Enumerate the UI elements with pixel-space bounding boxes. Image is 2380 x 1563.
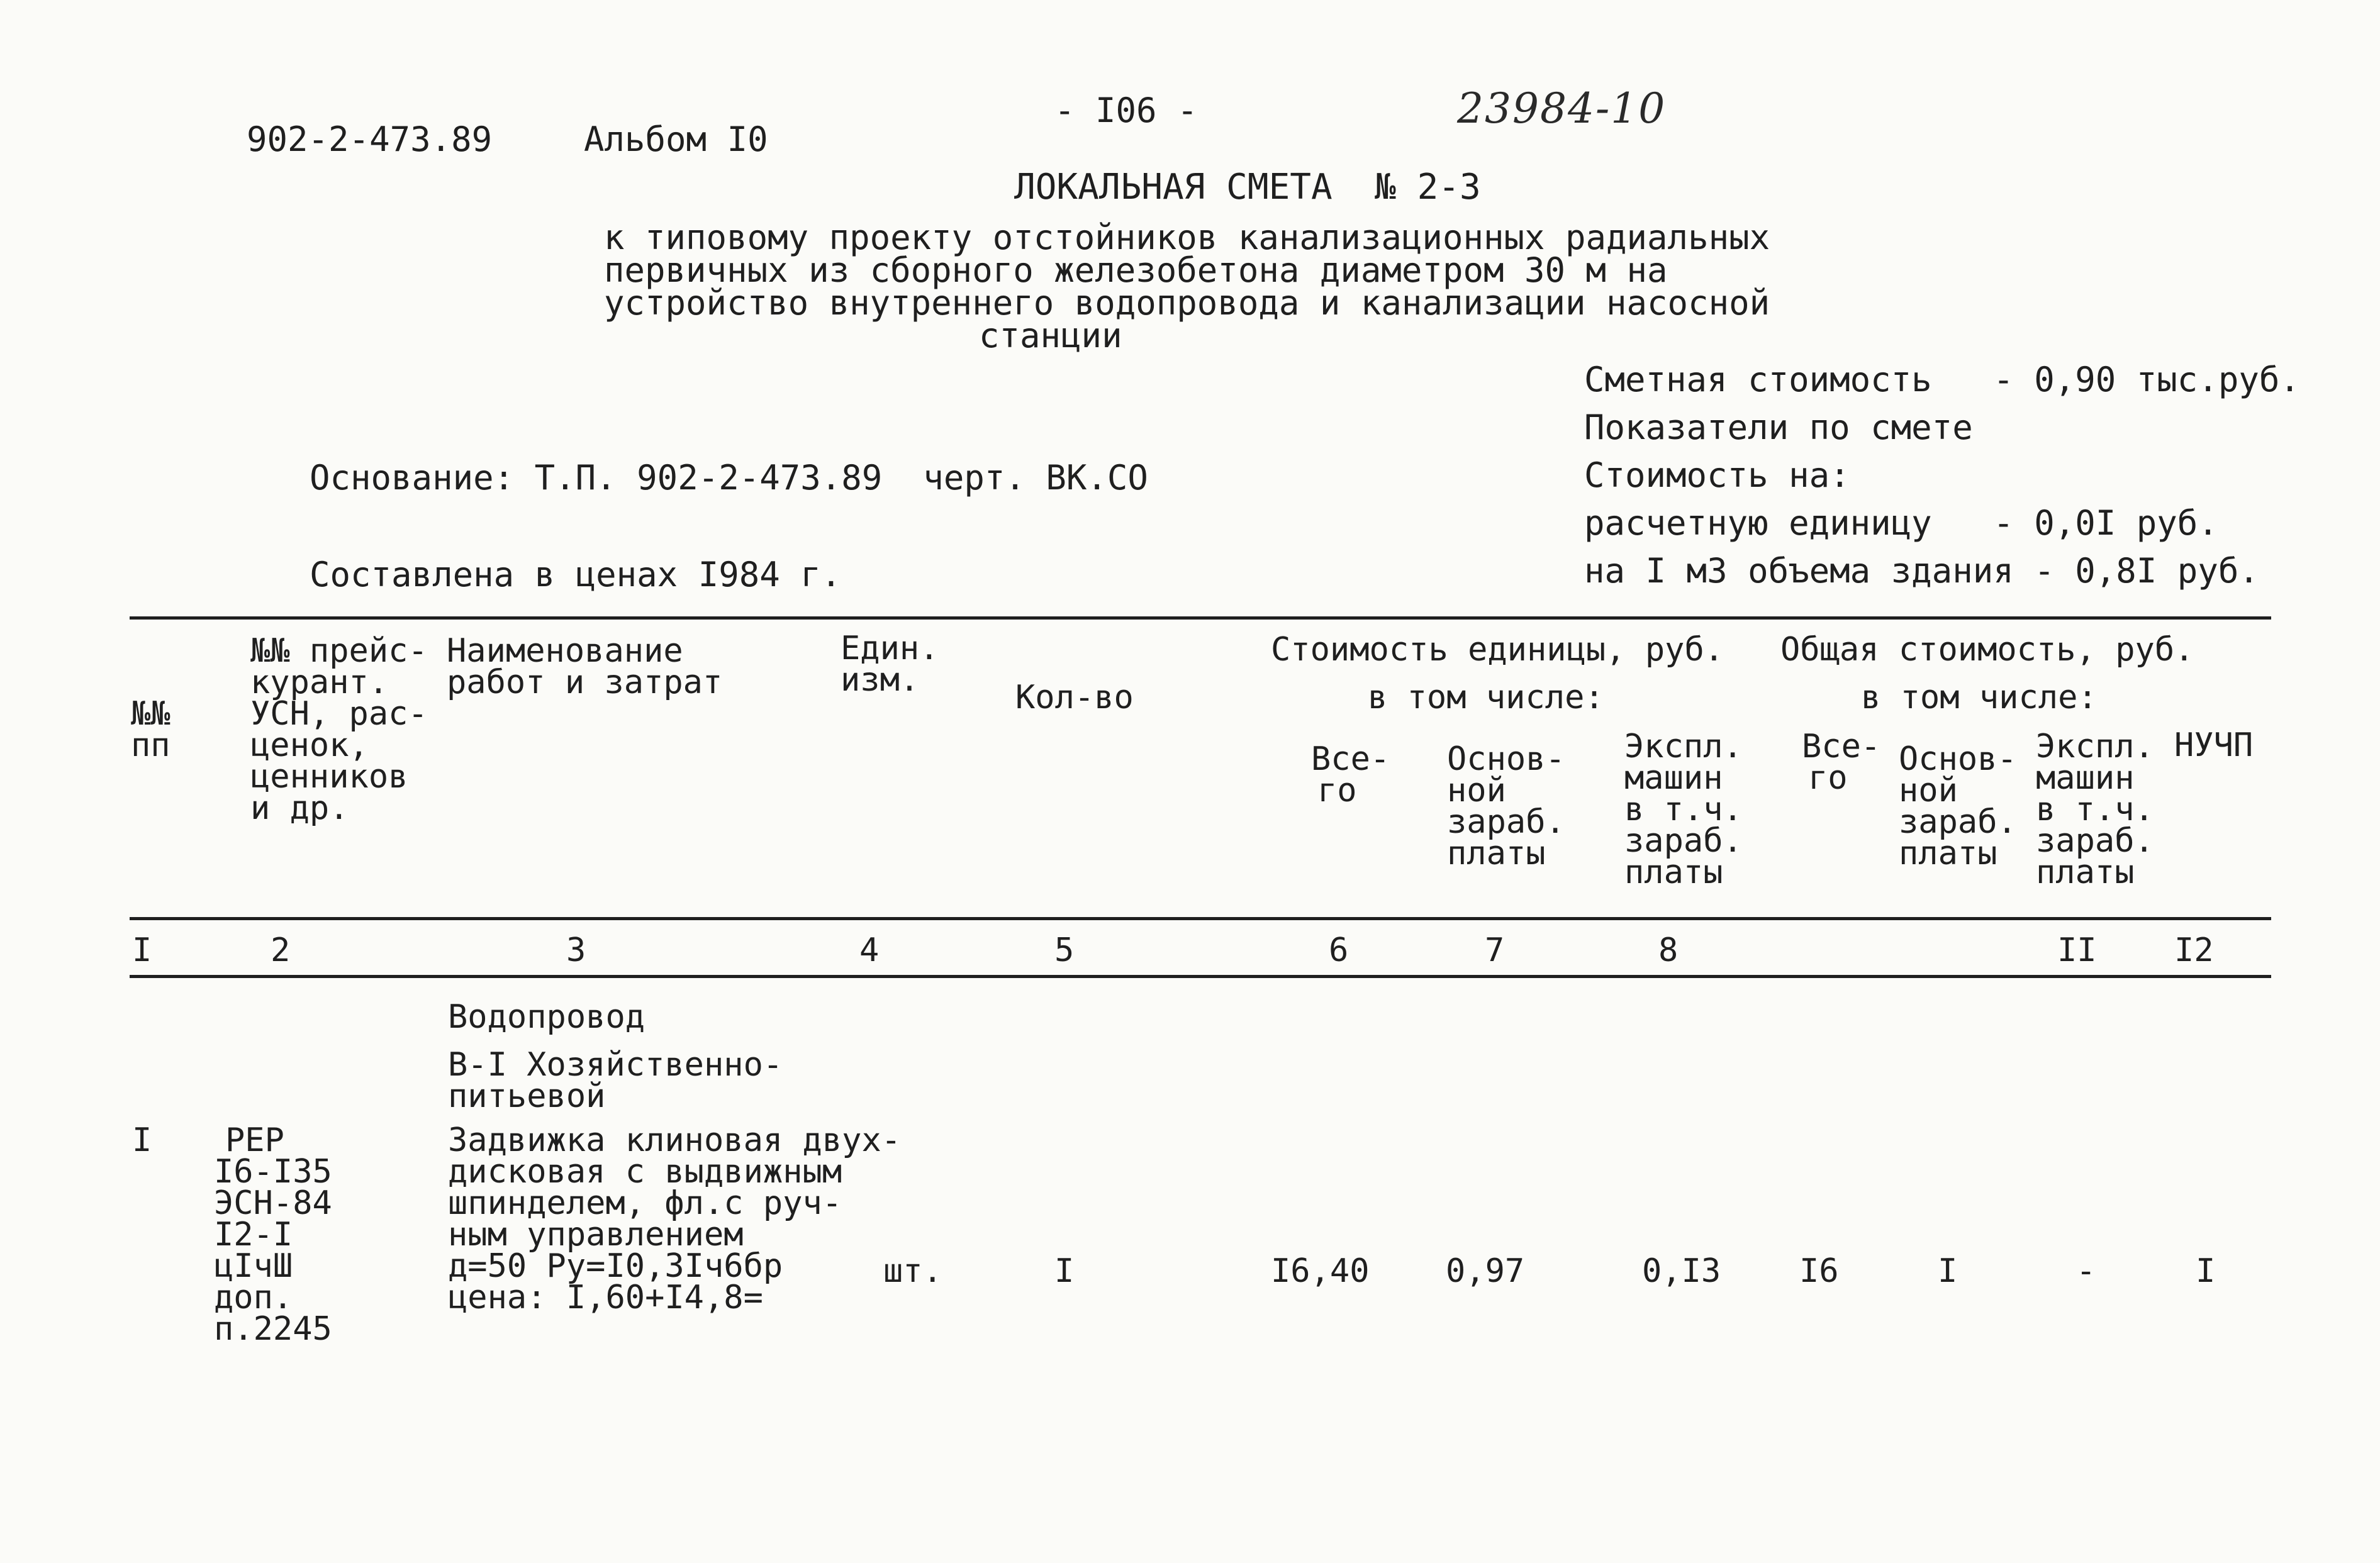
header-bottom-rule — [130, 917, 2271, 920]
header-unit-cost-including: в том числе: — [1368, 679, 1604, 716]
code-line: доп. — [214, 1279, 293, 1316]
header-text: Все- — [1802, 728, 1881, 765]
header-text: в т.ч. — [2036, 791, 2154, 828]
header-text: Экспл. — [2036, 728, 2154, 765]
column-number: 7 — [1485, 932, 1505, 969]
header-unit-cost-title: Стоимость единицы, руб. — [1271, 631, 1724, 669]
document-code: 902-2-473.89 — [247, 120, 493, 159]
column-number: I — [132, 932, 152, 969]
name-line: дисковая с выдвижным — [448, 1153, 842, 1191]
header-col-index — [131, 695, 170, 764]
handwritten-inventory-number: 23984-10 — [1457, 84, 1667, 133]
cost-per-m3: на I м3 объема здания - 0,8I руб. — [1584, 551, 2259, 591]
subsection-text: питьевой — [448, 1077, 606, 1115]
row-quantity: I — [1054, 1252, 1075, 1290]
header-text: и др. — [250, 789, 349, 827]
document-subtitle — [604, 218, 1770, 355]
header-text: Основ- — [1447, 740, 1565, 778]
header-col-unit — [841, 630, 939, 699]
code-line: РЕР — [225, 1121, 284, 1159]
header-text: ценников — [250, 758, 408, 796]
name-line: шпинделем, фл.с руч- — [448, 1184, 842, 1222]
column-number: 5 — [1054, 932, 1075, 969]
header-text: Наименование — [447, 632, 683, 670]
column-number: 3 — [566, 932, 586, 969]
header-total-cost-title: Общая стоимость, руб. — [1780, 631, 2194, 669]
subsection-title — [448, 1046, 783, 1115]
name-line: д=50 Ру=I0,3Iч6бр — [448, 1247, 783, 1285]
page-number: - I06 - — [1054, 91, 1198, 130]
header-col-unit-wage — [1447, 740, 1565, 872]
row-work-name — [448, 1121, 902, 1316]
code-line: I6-I35 — [214, 1153, 332, 1191]
subsection-text: В-I Хозяйственно- — [448, 1046, 783, 1084]
name-line: ным управлением — [448, 1216, 744, 1254]
row-nuchp: I — [2196, 1252, 2216, 1290]
row-price-code — [214, 1121, 332, 1348]
header-text: зараб. — [1447, 803, 1565, 841]
numbers-bottom-rule — [130, 975, 2271, 978]
column-number: 8 — [1658, 932, 1679, 969]
header-text: №№ — [131, 695, 170, 733]
header-text: Все- — [1311, 740, 1390, 778]
header-text: курант. — [250, 664, 389, 701]
column-number: 4 — [859, 932, 880, 969]
header-text: Един. — [841, 630, 939, 667]
header-col-price-ref — [250, 632, 428, 827]
row-total-wage: I — [1938, 1252, 1958, 1290]
row-unit-machinery: 0,I3 — [1642, 1252, 1721, 1290]
header-text: Экспл. — [1624, 728, 1743, 765]
header-text: ной — [1899, 772, 1958, 809]
header-text: ценок, — [250, 726, 369, 764]
header-col-quantity: Кол-во — [1015, 679, 1134, 716]
header-text: работ и затрат — [447, 664, 723, 701]
header-text: пп — [131, 726, 170, 764]
prices-year-line: Составлена в ценах I984 г. — [310, 555, 842, 594]
cost-on-label: Стоимость на: — [1584, 455, 1850, 495]
code-line: п.2245 — [214, 1310, 332, 1348]
header-text: в т.ч. — [1624, 791, 1743, 828]
header-text: платы — [1624, 854, 1723, 891]
estimated-cost: Сметная стоимость - 0,90 тыс.руб. — [1584, 360, 2300, 399]
header-col-name — [447, 632, 723, 701]
header-text: зараб. — [1899, 803, 2017, 841]
column-number: II — [2057, 932, 2097, 969]
row-unit: шт. — [883, 1252, 942, 1290]
row-total: I6 — [1799, 1252, 1839, 1290]
header-text: платы — [2036, 854, 2135, 891]
header-text: машин — [1624, 759, 1723, 797]
header-col-total-wage — [1899, 740, 2017, 872]
header-text: УСН, рас- — [250, 695, 428, 733]
table-top-rule — [130, 616, 2271, 620]
row-number: I — [132, 1121, 152, 1159]
album-label: Альбом I0 — [584, 120, 768, 159]
subtitle-line: устройство внутреннего водопровода и канализации насосной — [604, 283, 1770, 323]
header-text: машин — [2036, 759, 2135, 797]
row-unit-wage: 0,97 — [1446, 1252, 1525, 1290]
header-text: №№ прейс- — [250, 632, 428, 670]
header-text: платы — [1899, 835, 1997, 872]
code-line: I2-I — [214, 1216, 293, 1254]
header-col-total-machinery — [2036, 728, 2154, 891]
header-text: ной — [1447, 772, 1506, 809]
header-text: платы — [1447, 835, 1546, 872]
header-col-total — [1802, 728, 1881, 797]
header-text: изм. — [841, 661, 920, 699]
document-title: ЛОКАЛЬНАЯ СМЕТА № 2-3 — [1014, 167, 1481, 208]
header-total-cost-including: в том числе: — [1861, 679, 2098, 716]
section-title: Водопровод — [448, 998, 645, 1036]
header-col-nuchp: НУЧП — [2174, 726, 2254, 764]
estimate-indicators: Показатели по смете — [1584, 408, 1973, 447]
subtitle-line: к типовому проекту отстойников канализационных радиальных — [604, 218, 1770, 257]
header-text: го — [1317, 772, 1357, 809]
column-number: 6 — [1329, 932, 1349, 969]
subtitle-line: первичных из сборного железобетона диаметром 30 м на — [604, 250, 1668, 290]
name-line: Задвижка клиновая двух- — [448, 1121, 902, 1159]
row-total-machinery: - — [2076, 1252, 2096, 1290]
code-line: цIчШ — [214, 1247, 293, 1285]
header-text: зараб. — [1624, 822, 1743, 860]
column-number: I2 — [2174, 932, 2214, 969]
column-number: 2 — [271, 932, 291, 969]
header-text: зараб. — [2036, 822, 2154, 860]
cost-per-unit: расчетную единицу - 0,0I руб. — [1584, 503, 2218, 543]
header-col-unit-total — [1311, 740, 1390, 809]
header-text: го — [1808, 759, 1848, 797]
name-line: цена: I,60+I4,8= — [448, 1279, 763, 1316]
code-line: ЭСН-84 — [214, 1184, 332, 1222]
row-unit-total: I6,40 — [1271, 1252, 1370, 1290]
header-col-unit-machinery — [1624, 728, 1743, 891]
header-text: Основ- — [1899, 740, 2017, 778]
subtitle-line: станции — [979, 316, 1122, 355]
basis-line: Основание: Т.П. 902-2-473.89 черт. ВК.СО — [310, 458, 1148, 498]
